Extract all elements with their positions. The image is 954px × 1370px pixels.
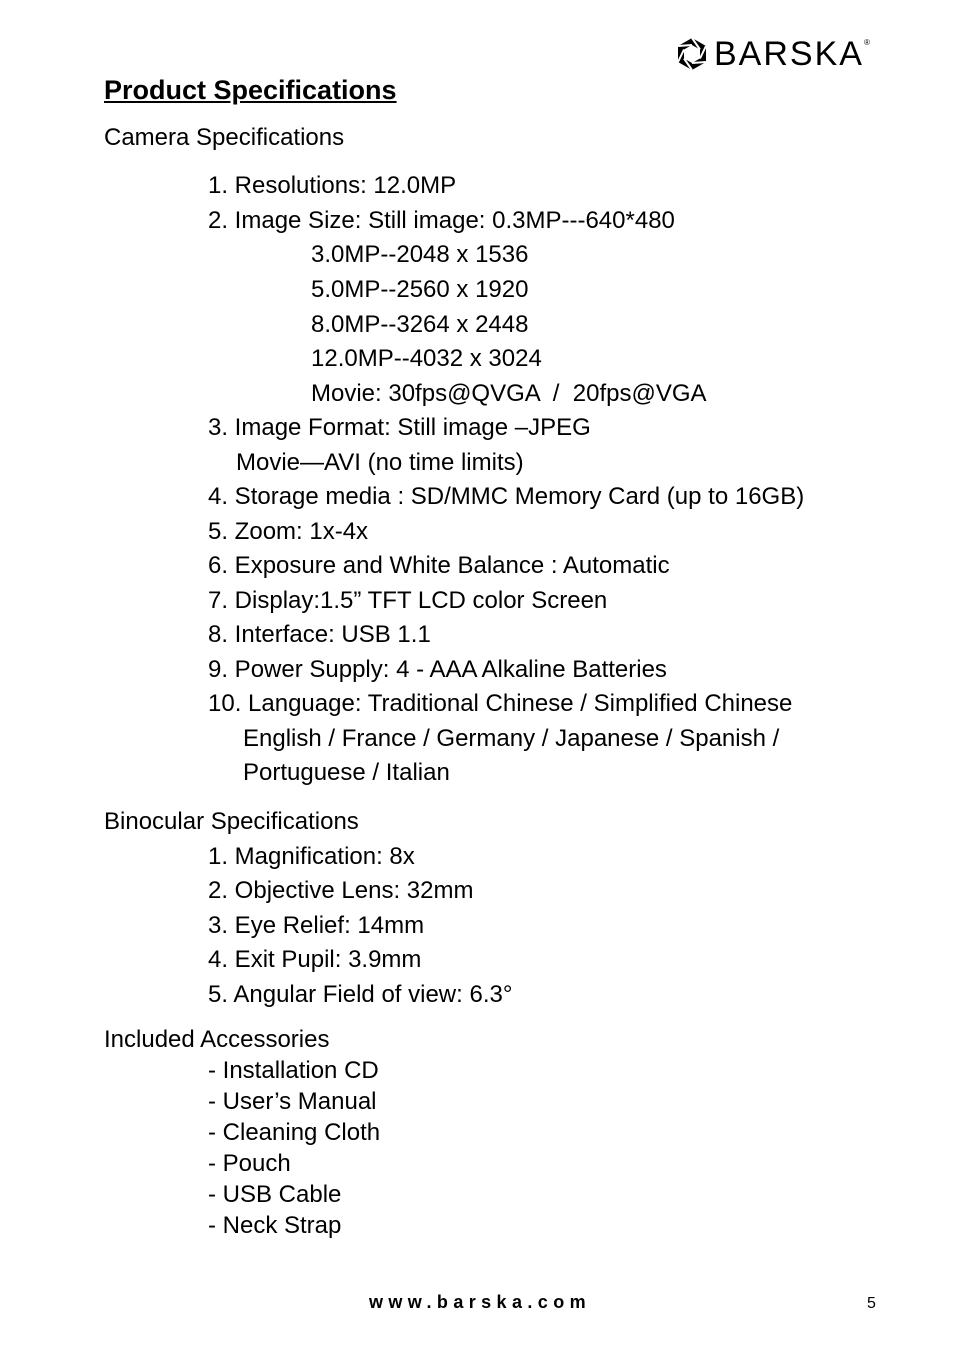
accessories-heading: Included Accessories — [104, 1026, 330, 1053]
spec-line: Portuguese / Italian — [243, 759, 450, 786]
spec-line: 3. Image Format: Still image –JPEG — [208, 414, 591, 441]
camera-heading: Camera Specifications — [104, 124, 345, 151]
spec-line: 12.0MP--4032 x 3024 — [311, 345, 542, 372]
registered-mark: ® — [863, 37, 870, 47]
spec-line: 8. Interface: USB 1.1 — [208, 621, 431, 648]
binocular-heading: Binocular Specifications — [104, 808, 359, 835]
barska-logo — [674, 36, 870, 72]
shutter-icon — [674, 36, 710, 72]
spec-line: 2. Image Size: Still image: 0.3MP---640*480 — [208, 207, 675, 234]
footer-website: www.barska.com — [369, 1292, 591, 1312]
spec-line: English / France / Germany / Japanese / Spanish / — [243, 725, 780, 752]
brand-name: BARSKA — [714, 35, 864, 73]
accessory-item: - User’s Manual — [208, 1088, 377, 1115]
spec-line: Movie: 30fps@QVGA / 20fps@VGA — [311, 380, 707, 407]
spec-line: 10. Language: Traditional Chinese / Simplified Chinese — [208, 690, 793, 717]
spec-line: 3. Eye Relief: 14mm — [208, 912, 425, 939]
page-number: 5 — [867, 1295, 876, 1312]
page-title: Product Specifications — [104, 75, 397, 105]
accessory-item: - Installation CD — [208, 1057, 379, 1084]
spec-line: 7. Display:1.5” TFT LCD color Screen — [208, 587, 608, 614]
spec-line: 6. Exposure and White Balance : Automatic — [208, 552, 670, 579]
spec-line: 5. Angular Field of view: 6.3° — [208, 981, 513, 1008]
spec-line: 2. Objective Lens: 32mm — [208, 877, 474, 904]
spec-line: 4. Exit Pupil: 3.9mm — [208, 946, 422, 973]
spec-line: 3.0MP--2048 x 1536 — [311, 241, 529, 268]
accessory-item: - USB Cable — [208, 1181, 342, 1208]
accessory-item: - Cleaning Cloth — [208, 1119, 381, 1146]
spec-line: 1. Magnification: 8x — [208, 843, 415, 870]
spec-line: 9. Power Supply: 4 - AAA Alkaline Batteries — [208, 656, 667, 683]
spec-line: 8.0MP--3264 x 2448 — [311, 311, 529, 338]
spec-line: 5.0MP--2560 x 1920 — [311, 276, 529, 303]
spec-line: 1. Resolutions: 12.0MP — [208, 172, 457, 199]
accessory-item: - Neck Strap — [208, 1212, 342, 1239]
spec-line: Movie—AVI (no time limits) — [236, 449, 524, 476]
accessory-item: - Pouch — [208, 1150, 291, 1177]
spec-line: 5. Zoom: 1x-4x — [208, 518, 369, 545]
spec-line: 4. Storage media : SD/MMC Memory Card (up to 16GB) — [208, 483, 805, 510]
